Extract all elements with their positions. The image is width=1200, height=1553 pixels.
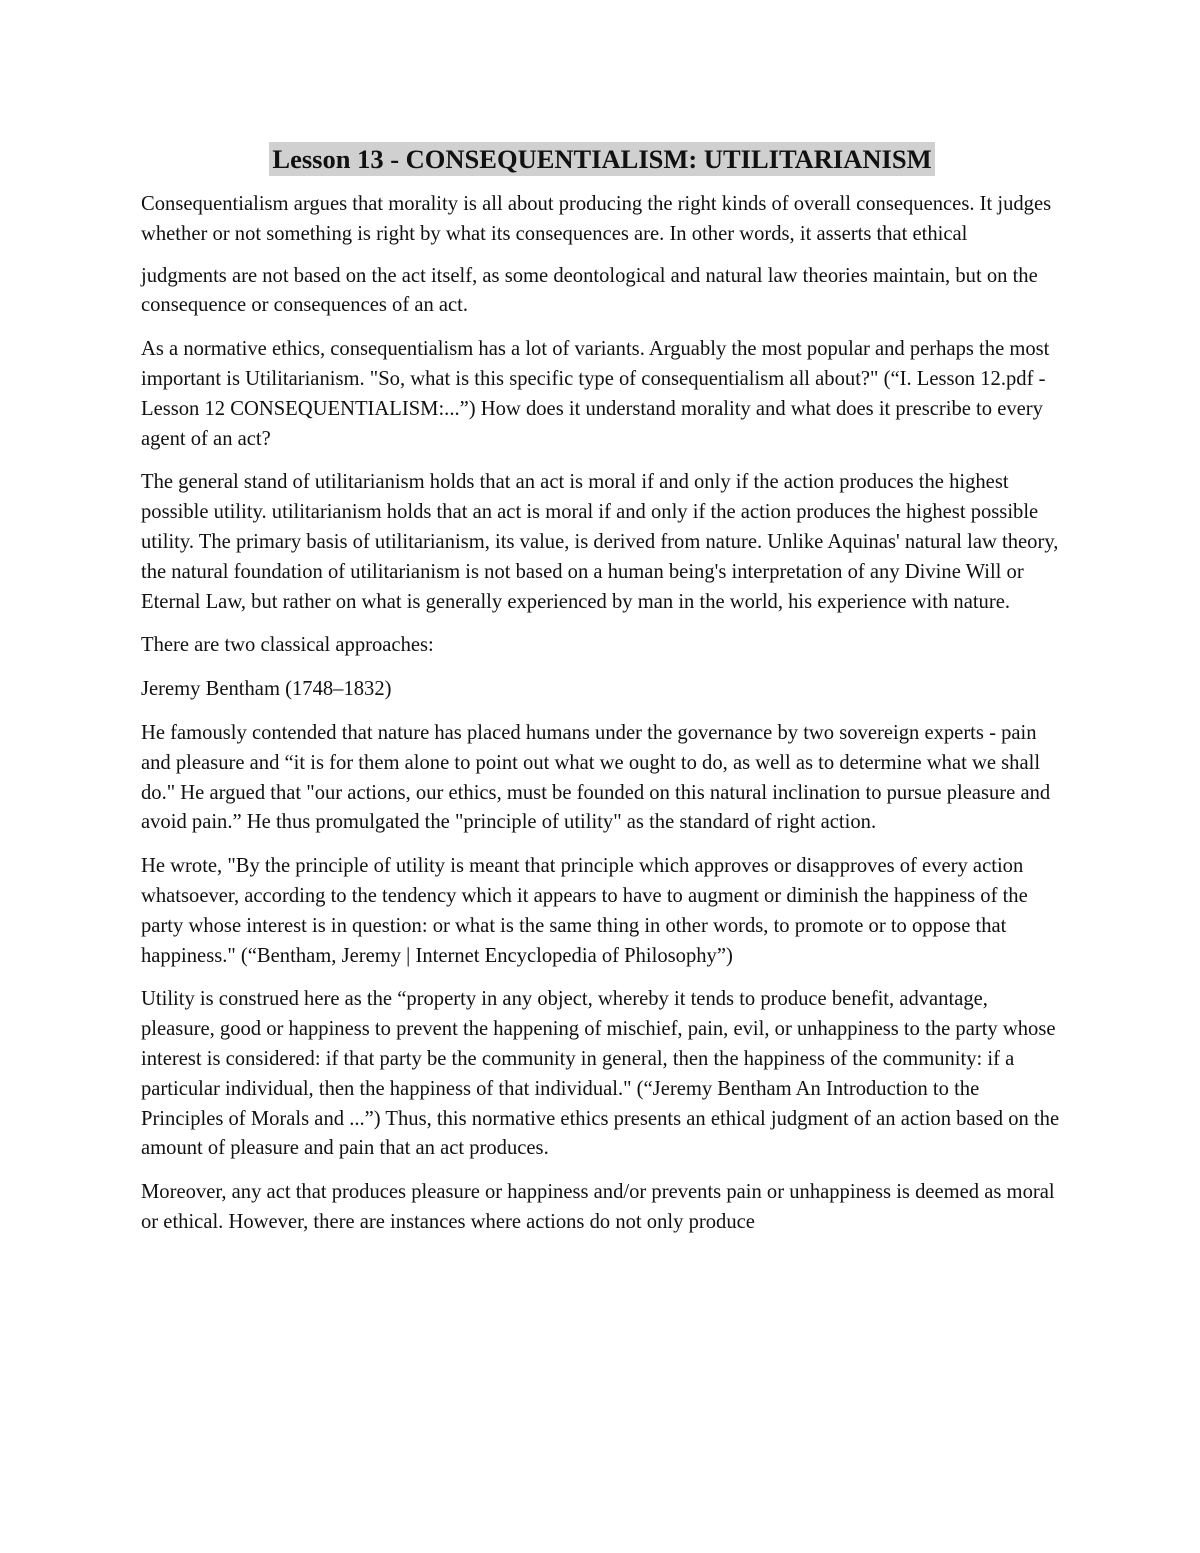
title-container	[141, 142, 1063, 176]
paragraph-judgments: judgments are not based on the act itself, as some deontological and natural law theories maintain, but on the consequence or consequences of an act.	[141, 264, 1038, 317]
paragraph-moreover: Moreover, any act that produces pleasure or happiness and/or prevents pain or unhappiness is deemed as moral or ethical. However, there are instances where actions do not only produce	[141, 1181, 1055, 1233]
document-page	[141, 142, 1063, 1252]
paragraph-utility-construed: Utility is construed here as the “property in any object, whereby it tends to produce benefit, advantage, pleasure, good or happiness to prevent the happening of mischief, pain, evil, or unhappiness to the party whose interest is considered: if that party be the community in general, then the happiness of the community: if a particular individual, then the happiness of that individual." (“Jeremy Bentham An Introduction to the Principles of Morals and ...”) Thus, this normative ethics presents an ethical judgment of an action based on the amount of pleasure and pain that an act produces.	[141, 988, 1060, 1160]
paragraph-bentham-contended: He famously contended that nature has placed humans under the governance by two sovereign experts - pain and pleasure and “it is for them alone to point out what we ought to do, as well as to determine what we shall do." He argued that "our actions, our ethics, must be founded on this natural inclination to pursue pleasure and avoid pain.” He thus promulgated the "principle of utility" as the standard of right action.	[141, 721, 1051, 834]
document-title: Lesson 13 - CONSEQUENTIALISM: UTILITARIANISM	[269, 142, 934, 176]
heading-jeremy-bentham: Jeremy Bentham (1748–1832)	[141, 678, 392, 701]
paragraph-general-stand: The general stand of utilitarianism holds that an act is moral if and only if the action produces the highest possible utility. utilitarianism holds that an act is moral if and only if the action produces the highest possible utility. The primary basis of utilitarianism, its value, is derived from nature. Unlike Aquinas' natural law theory, the natural foundation of utilitarianism is not based on a human being's interpretation of any Divine Will or Eternal Law, but rather on what is generally experienced by man in the world, his experience with nature.	[141, 471, 1059, 613]
paragraph-normative-ethics: As a normative ethics, consequentialism has a lot of variants. Arguably the most popular and perhaps the most important is Utilitarianism. "So, what is this specific type of consequentialism all about?" (“I. Lesson 12.pdf - Lesson 12 CONSEQUENTIALISM:...”) How does it understand morality and what does it prescribe to every agent of an act?	[141, 338, 1050, 450]
paragraph-intro: Consequentialism argues that morality is all about producing the right kinds of overall consequences. It judges whether or not something is right by what its consequences are. In other words, it asserts that ethical	[141, 193, 1052, 245]
paragraph-classical-approaches: There are two classical approaches:	[141, 634, 434, 657]
paragraph-bentham-wrote: He wrote, "By the principle of utility is meant that principle which approves or disapproves of every action whatsoever, according to the tendency which it appears to have to augment or diminish the happiness of the party whose interest is in question: or what is the same thing in other words, to promote or to oppose that happiness." (“Bentham, Jeremy | Internet Encyclopedia of Philosophy”)	[141, 855, 1028, 967]
